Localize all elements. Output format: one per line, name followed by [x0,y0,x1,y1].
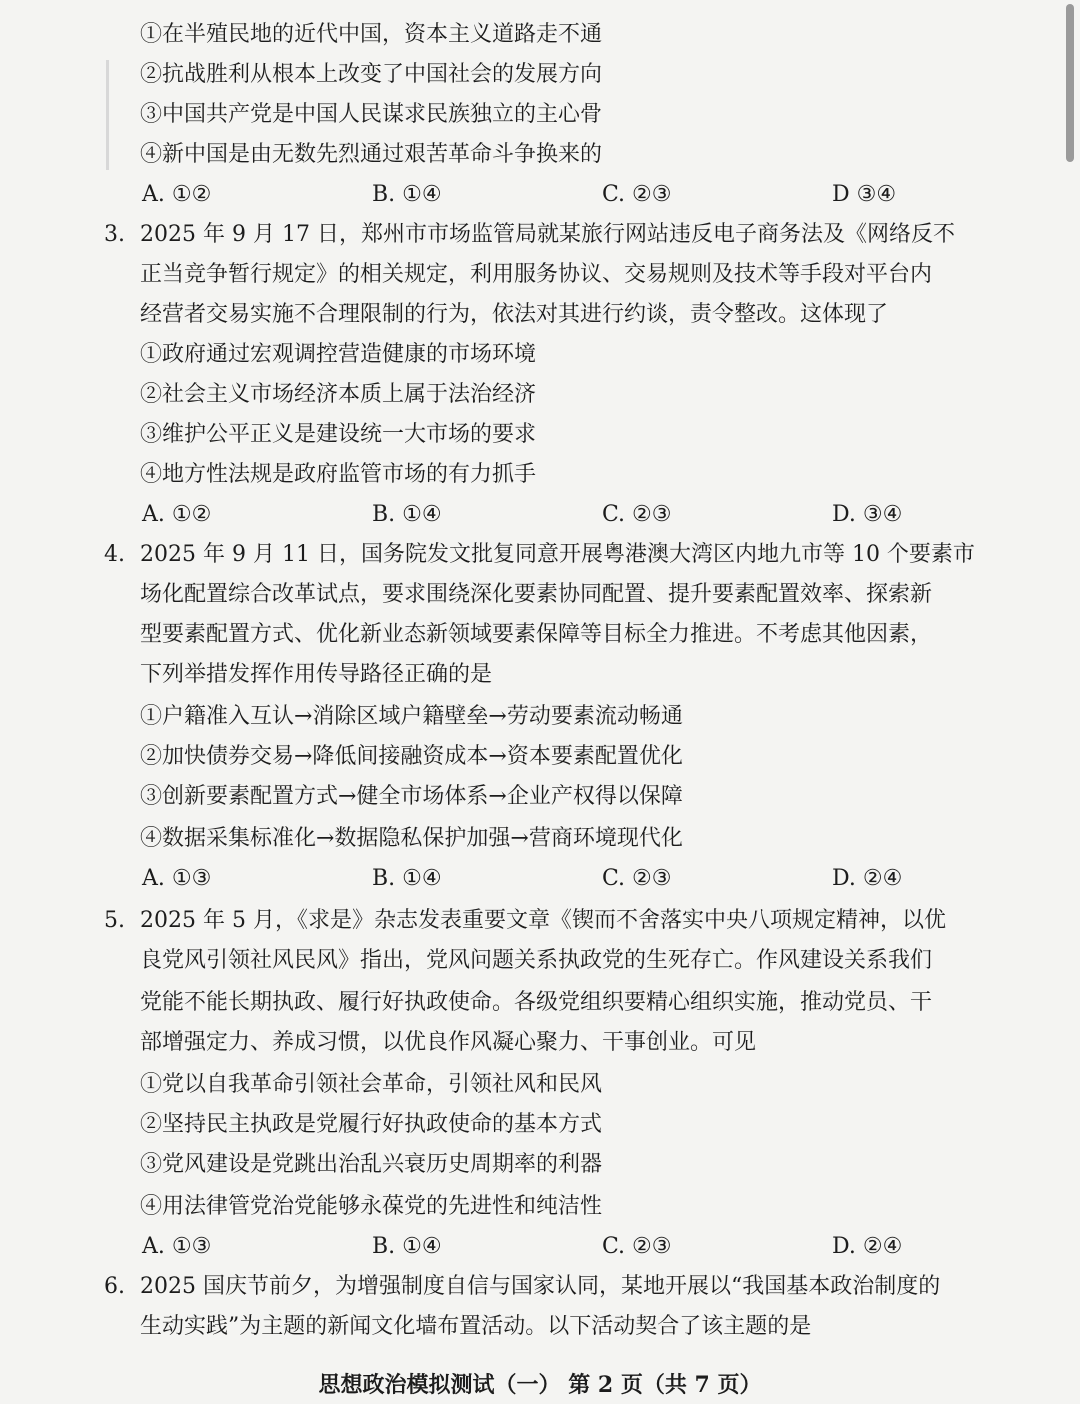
q3-item-4: ④地方性法规是政府监管市场的有力抓手 [140,462,537,487]
page-footer: 思想政治模拟测试（一） 第 2 页（共 7 页） [318,1372,762,1398]
q5-stem-4: 部增强定力、养成习惯，以优良作风凝心聚力、干事创业。可见 [140,1030,757,1055]
q4-choice-b: B. ①④ [372,866,442,891]
q4-choice-a: A. ①③ [142,866,212,891]
q6-number: 6. [104,1274,125,1299]
q3-stem-3: 经营者交易实施不合理限制的行为，依法对其进行约谈，责令整改。这体现了 [140,302,889,327]
q5-choice-d: D. ②④ [832,1234,903,1259]
q5-choice-b: B. ①④ [372,1234,442,1259]
q4-item-4: ④数据采集标准化→数据隐私保护加强→营商环境现代化 [140,826,683,851]
q5-choice-a: A. ①③ [142,1234,212,1259]
q5-stem-1: 2025 年 5 月，《求是》杂志发表重要文章《锲而不舍落实中央八项规定精神，以优 [140,908,946,933]
q2-item-2: ②抗战胜利从根本上改变了中国社会的发展方向 [140,62,603,87]
q2-choice-c: C. ②③ [602,182,672,207]
q5-item-1: ①党以自我革命引领社会革命，引领社风和民风 [140,1072,603,1097]
q4-stem-3: 型要素配置方式、优化新业态新领域要素保障等目标全力推进。不考虑其他因素， [140,622,933,647]
q2-choice-b: B. ①④ [372,182,442,207]
q5-item-4: ④用法律管党治党能够永葆党的先进性和纯洁性 [140,1194,603,1219]
q3-stem-1: 2025 年 9 月 17 日，郑州市市场监管局就某旅行网站违反电子商务法及《网络反不 [140,222,955,247]
q6-stem-1: 2025 国庆节前夕，为增强制度自信与国家认同，某地开展以“我国基本政治制度的 [140,1274,941,1299]
scrollbar[interactable] [1066,4,1074,162]
q3-choice-d: D. ③④ [832,502,903,527]
q4-stem-4: 下列举措发挥作用传导路径正确的是 [140,662,493,687]
q4-stem-1: 2025 年 9 月 11 日，国务院发文批复同意开展粤港澳大湾区内地九市等 10 个要素市 [140,542,975,567]
q6-stem-2: 生动实践”为主题的新闻文化墙布置活动。以下活动契合了该主题的是 [140,1314,812,1339]
q2-item-1: ①在半殖民地的近代中国，资本主义道路走不通 [140,22,603,47]
q2-item-3: ③中国共产党是中国人民谋求民族独立的主心骨 [140,102,603,127]
q4-item-1: ①户籍准入互认→消除区域户籍壁垒→劳动要素流动畅通 [140,704,683,729]
q5-number: 5. [104,908,125,933]
q5-item-2: ②坚持民主执政是党履行好执政使命的基本方式 [140,1112,603,1137]
q3-choice-b: B. ①④ [372,502,442,527]
q5-stem-3: 党能不能长期执政、履行好执政使命。各级党组织要精心组织实施，推动党员、干 [140,990,933,1015]
q3-item-3: ③维护公平正义是建设统一大市场的要求 [140,422,537,447]
q3-choice-c: C. ②③ [602,502,672,527]
q3-stem-2: 正当竞争暂行规定》的相关规定，利用服务协议、交易规则及技术等手段对平台内 [140,262,933,287]
q3-choice-a: A. ①② [142,502,212,527]
q2-item-4: ④新中国是由无数先烈通过艰苦革命斗争换来的 [140,142,603,167]
q4-number: 4. [104,542,125,567]
q3-item-1: ①政府通过宏观调控营造健康的市场环境 [140,342,537,367]
q4-item-2: ②加快债券交易→降低间接融资成本→资本要素配置优化 [140,744,683,769]
q5-item-3: ③党风建设是党跳出治乱兴衰历史周期率的利器 [140,1152,603,1177]
q4-item-3: ③创新要素配置方式→健全市场体系→企业产权得以保障 [140,784,683,809]
q2-choice-d: D ③④ [832,182,897,207]
q4-choice-c: C. ②③ [602,866,672,891]
q5-stem-2: 良党风引领社风民风》指出，党风问题关系执政党的生死存亡。作风建设关系我们 [140,948,933,973]
margin-mark [106,60,109,170]
q2-choice-a: A. ①② [142,182,212,207]
q3-number: 3. [104,222,125,247]
q4-stem-2: 场化配置综合改革试点，要求围绕深化要素协同配置、提升要素配置效率、探索新 [140,582,933,607]
q3-item-2: ②社会主义市场经济本质上属于法治经济 [140,382,537,407]
q5-choice-c: C. ②③ [602,1234,672,1259]
q4-choice-d: D. ②④ [832,866,903,891]
